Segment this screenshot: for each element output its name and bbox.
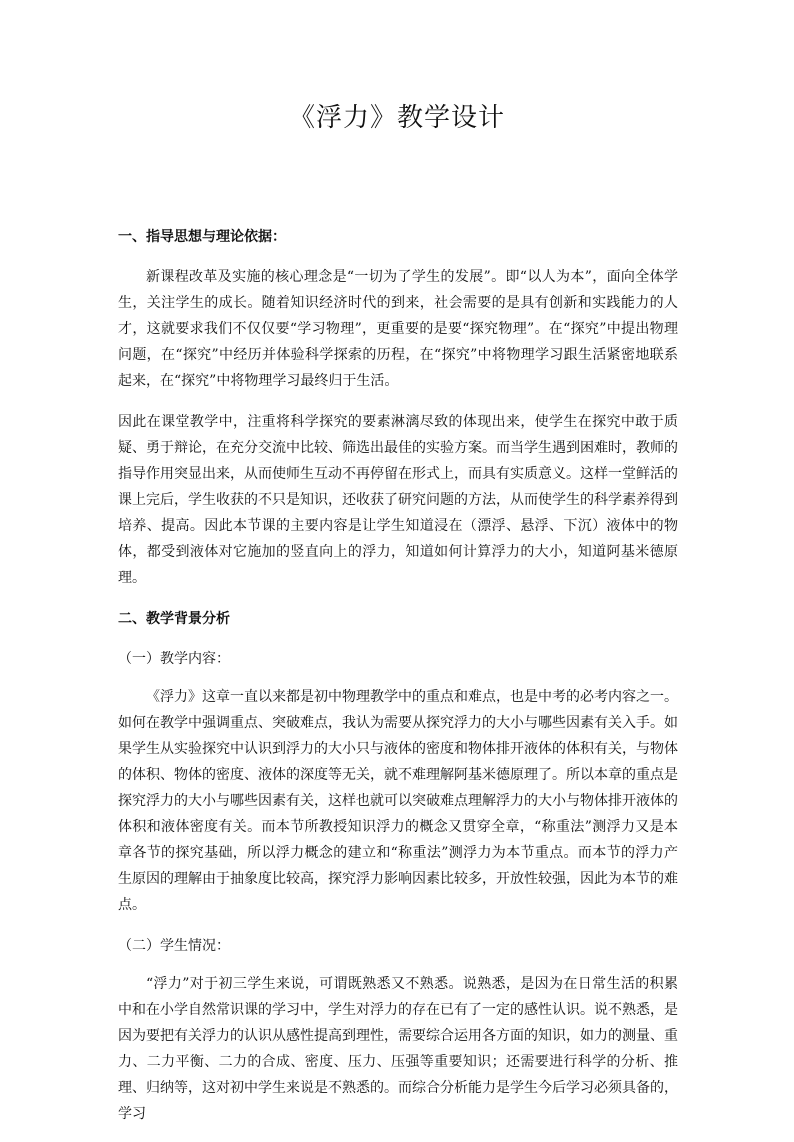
subsection-heading-teaching-content: （一）教学内容： xyxy=(118,651,230,667)
paragraph-core-concept: 新课程改革及实施的核心理念是“一切为了学生的发展”。即“以人为本”，面向全体学生，关注学生的成长。随着知识经济时代的到来，社会需要的是具有创新和实践能力的人才，这就要求我们不仅仅要“学习物理”，更重要的是要“探究物理”。在“探究”中提出物理问题，在“探究”中经历并体验科学探索的历程，在“探究”中将物理学习跟生活紧密地联系起来，在“探究”中将物理学习最终归于生活。 xyxy=(118,269,678,389)
document-title: 《浮力》教学设计 xyxy=(288,103,505,133)
paragraph-classroom-teaching: 因此在课堂教学中，注重将科学探究的要素淋漓尽致的体现出来，使学生在探究中敢于质疑、勇于辩论，在充分交流中比较、筛选出最佳的实验方案。而当学生遇到困难时，教师的指导作用突显出来，从而使师生互动不再停留在形式上，而具有实质意义。这样一堂鲜活的课上完后，学生收获的不只是知识，还收获了研究问题的方法，从而使学生的科学素养得到培养、提高。因此本节课的主要内容是让学生知道浸在（漂浮、悬浮、下沉）液体中的物体，都受到液体对它施加的竖直向上的浮力，知道如何计算浮力的大小，知道阿基米德原理。 xyxy=(118,414,678,586)
paragraph-student-situation: “浮力”对于初三学生来说，可谓既熟悉又不熟悉。说熟悉，是因为在日常生活的积累中和在小学自然常识课的学习中，学生对浮力的存在已有了一定的感性认识。说不熟悉，是因为要把有关浮力的认识从感性提高到理性，需要综合运用各方面的知识，如力的测量、重力、二力平衡、二力的合成、密度、压力、压强等重要知识；还需要进行科学的分析、推理、归纳等，这对初中学生来说是不熟悉的。而综合分析能力是学生今后学习必须具备的，学习 xyxy=(118,976,678,1122)
document-body xyxy=(118,224,678,1142)
paragraph-teaching-content: 《浮力》这章一直以来都是初中物理教学中的重点和难点，也是中考的必考内容之一。如何在教学中强调重点、突破难点，我认为需要从探究浮力的大小与哪些因素有关入手。如果学生从实验探究中认识到浮力的大小只与液体的密度和物体排开液体的体积有关，与物体的体积、物体的密度、液体的深度等无关，就不难理解阿基米德原理了。所以本章的重点是探究浮力的大小与哪些因素有关，这样也就可以突破难点理解浮力的大小与物体排开液体的体积和液体密度有关。而本节所教授知识浮力的概念又贯穿全章，“称重法”测浮力又是本章各节的探究基础，所以浮力概念的建立和“称重法”测浮力为本节重点。而本节的浮力产生原因的理解由于抽象度比较高，探究浮力影响因素比较多，开放性较强，因此为本节的难点。 xyxy=(118,689,678,913)
section-heading-teaching-background: 二、教学背景分析 xyxy=(118,611,230,627)
subsection-heading-student-situation: （二）学生情况： xyxy=(118,938,230,954)
section-heading-guiding-ideas: 一、指导思想与理论依据： xyxy=(118,229,286,245)
